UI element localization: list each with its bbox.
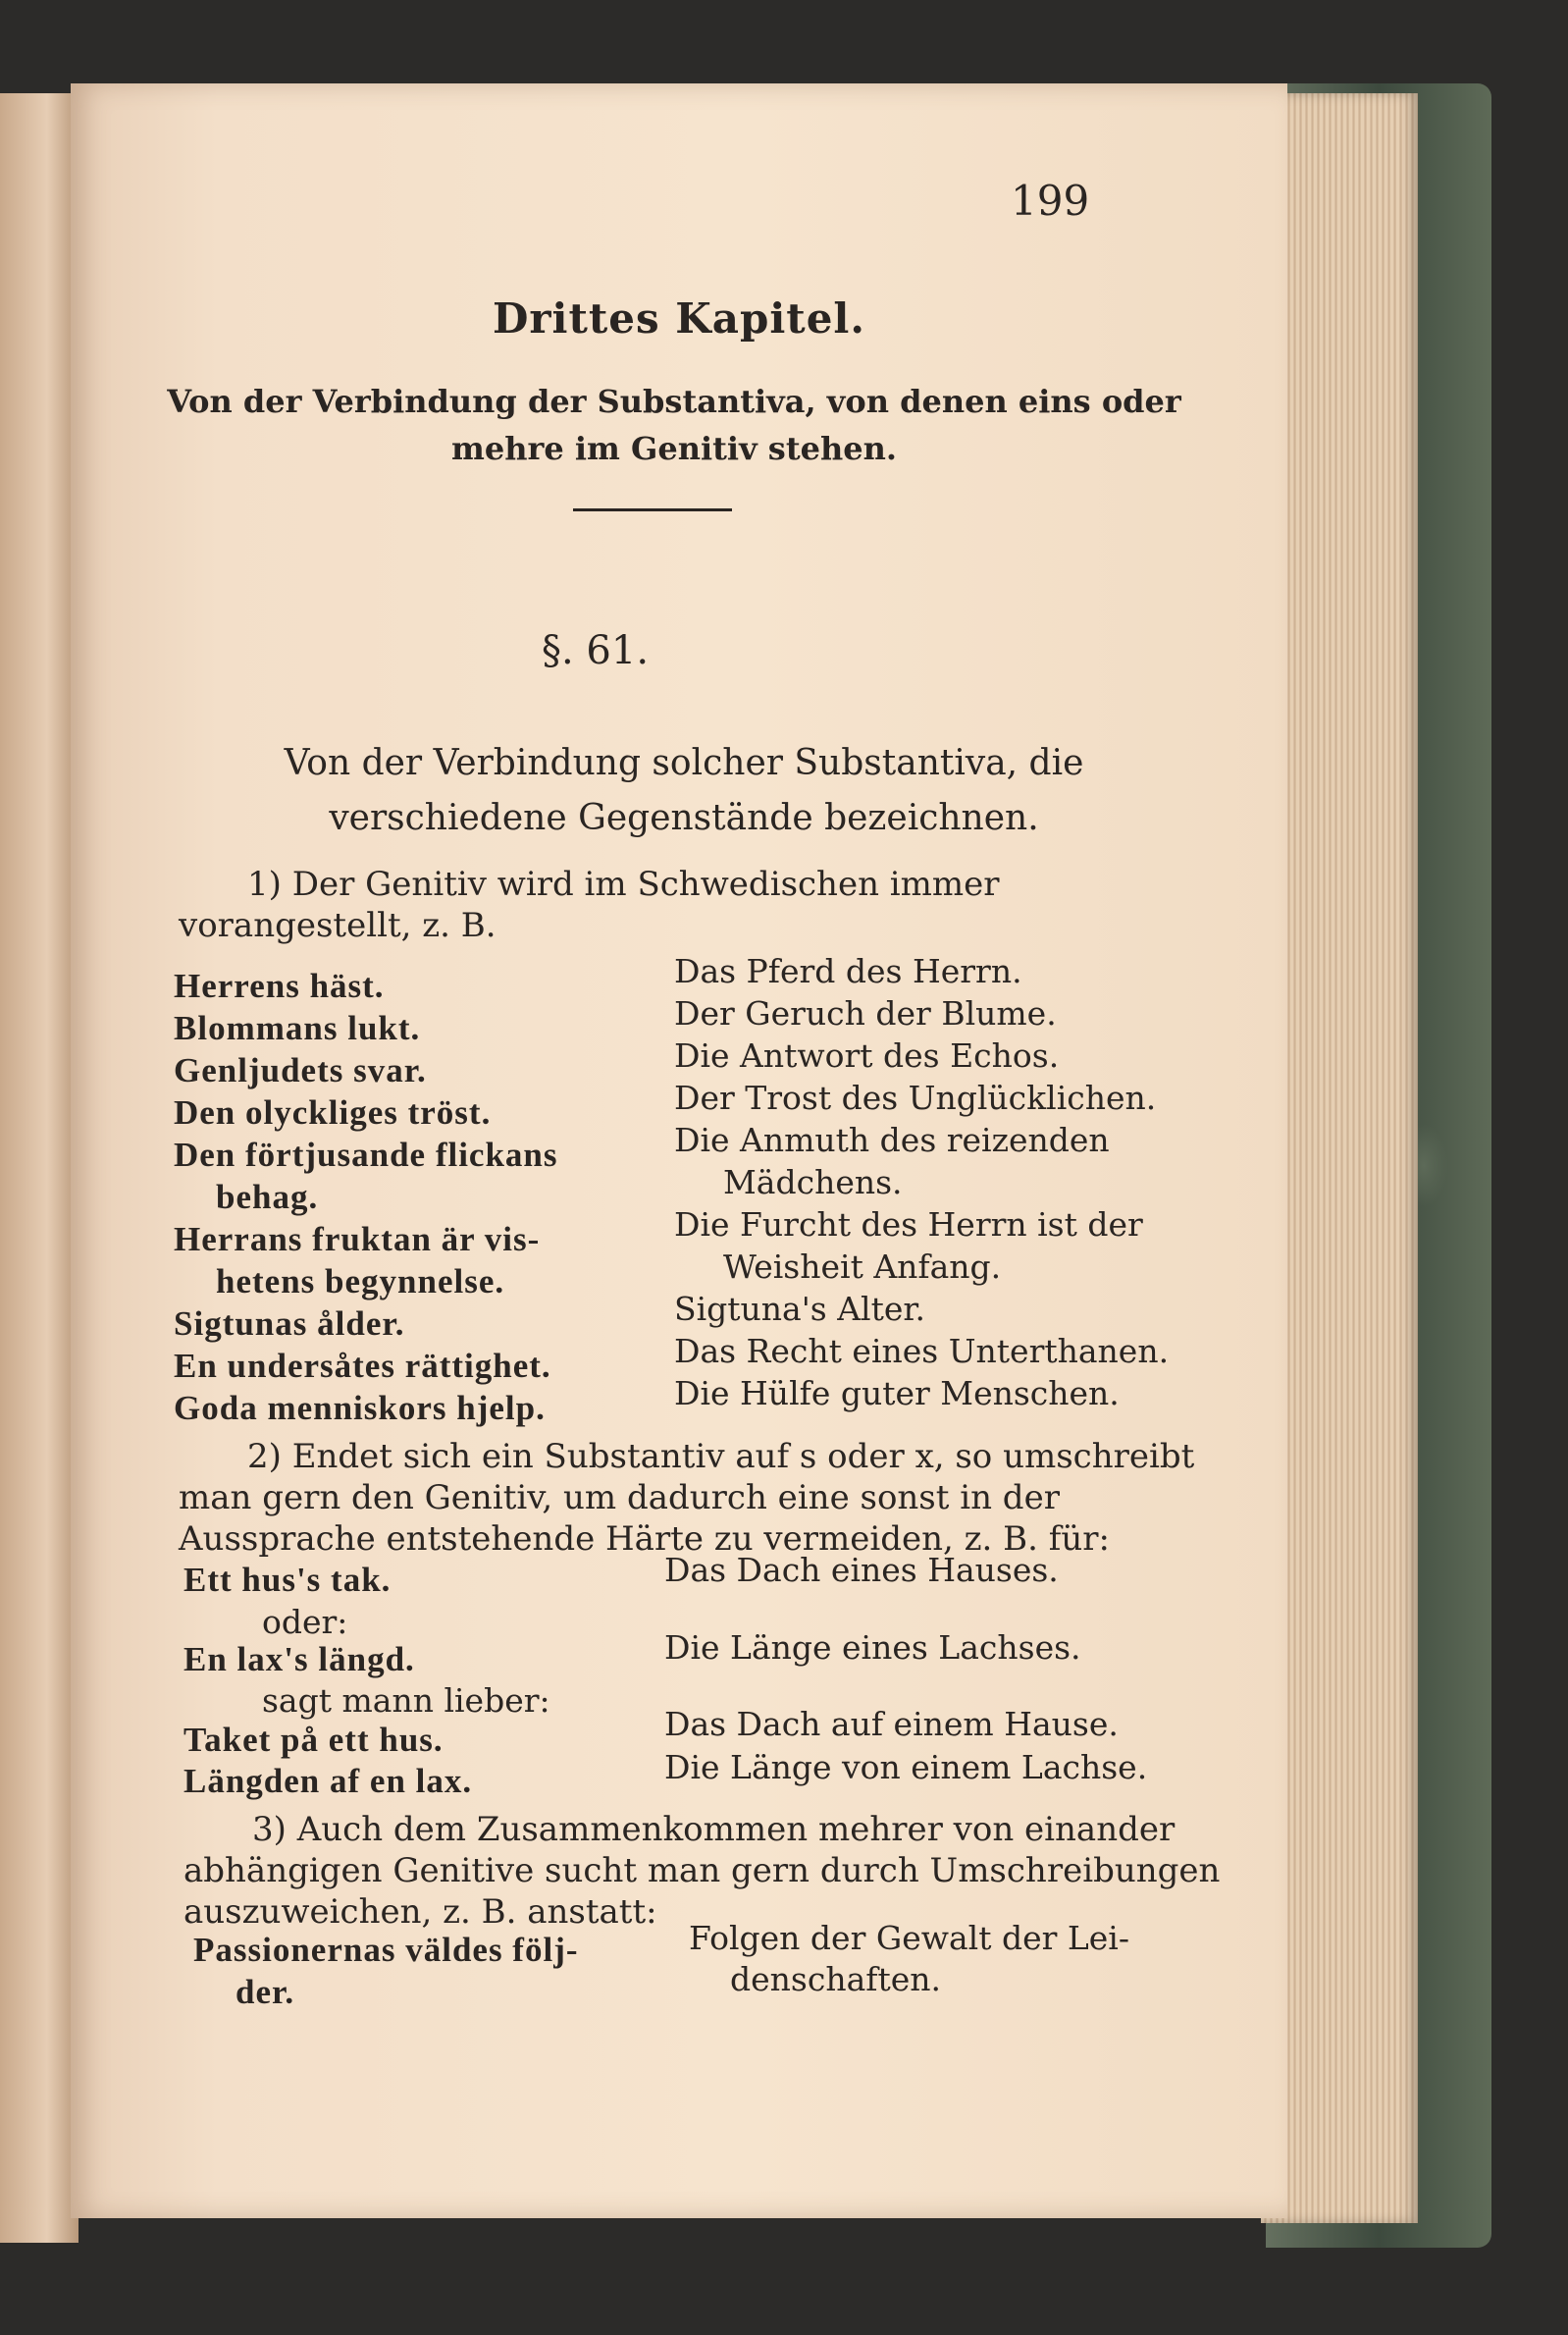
example-sv: Herrens häst. xyxy=(174,967,385,1005)
example-de: Das Pferd des Herrn. xyxy=(674,952,1022,990)
example-de: Der Geruch der Blume. xyxy=(674,994,1057,1033)
book-page xyxy=(71,83,1287,2218)
example-sv: hetens begynnelse. xyxy=(216,1262,505,1300)
example-sv: Längden af en lax. xyxy=(183,1762,473,1800)
example-de: Die Länge von einem Lachse. xyxy=(664,1748,1148,1786)
example-de: denschaften. xyxy=(730,1960,941,1998)
section-title: Von der Verbindung solcher Substantiva, die verschiedene Gegenstände bezeichnen. xyxy=(284,743,1084,838)
page-number: 199 xyxy=(1011,177,1090,225)
example-de: Die Hülfe guter Menschen. xyxy=(674,1374,1120,1412)
example-de: Die Anmuth des reizenden xyxy=(674,1121,1110,1159)
example-sv: Genljudets svar. xyxy=(174,1051,427,1089)
example-de: Sigtuna's Alter. xyxy=(674,1290,926,1328)
example-de: Der Trost des Unglücklichen. xyxy=(674,1079,1157,1117)
chapter-subtitle: Von der Verbindung der Substantiva, von denen eins oder mehre im Genitiv stehen. xyxy=(167,383,1181,467)
rule2-text: 2) Endet sich ein Substantiv auf s oder x, so umschreibt man gern den Genitiv, um dadurch eine sonst in der Aussprache entstehende Härte zu vermeiden, z. B. für: xyxy=(179,1437,1195,1559)
example-de: Folgen der Gewalt der Lei- xyxy=(689,1919,1130,1957)
example-sv: Den olyckliges tröst. xyxy=(174,1093,492,1132)
rule3-text: 3) Auch dem Zusammenkommen mehrer von einander abhängigen Genitive sucht man gern durch Umschreibungen auszuweichen, z. B. anstatt: xyxy=(183,1810,1221,1932)
rule1-intro: 1) Der Genitiv wird im Schwedischen immer vorangestellt, z. B. xyxy=(179,865,1000,945)
example-de: Weisheit Anfang. xyxy=(723,1247,1002,1286)
example-sv: En lax's längd. xyxy=(183,1640,415,1678)
example-de: Die Furcht des Herrn ist der xyxy=(674,1205,1143,1244)
example-sv: behag. xyxy=(216,1178,319,1216)
example-sv: Den förtjusande flickans xyxy=(174,1136,558,1174)
chapter-title: Drittes Kapitel. xyxy=(492,294,866,343)
example-sv: Goda menniskors hjelp. xyxy=(174,1389,546,1427)
example-de: Die Länge eines Lachses. xyxy=(664,1628,1081,1667)
example-sv: Blommans lukt. xyxy=(174,1009,421,1047)
previous-page-edge xyxy=(0,93,78,2243)
example-de: Die Antwort des Echos. xyxy=(674,1036,1060,1075)
example-sv: Herrans fruktan är vis- xyxy=(174,1220,541,1258)
oder-label: oder: xyxy=(262,1603,348,1641)
example-de: Mädchens. xyxy=(723,1163,903,1201)
example-sv: Sigtunas ålder. xyxy=(174,1304,405,1343)
example-sv: Taket på ett hus. xyxy=(183,1721,444,1759)
example-sv: der. xyxy=(235,1973,295,2011)
example-sv: Passionernas väldes följ- xyxy=(193,1931,579,1969)
example-de: Das Recht eines Unterthanen. xyxy=(674,1332,1170,1370)
divider-rule xyxy=(573,508,732,511)
sagt-mann-label: sagt mann lieber: xyxy=(262,1681,550,1720)
section-number: §. 61. xyxy=(542,628,650,673)
example-sv: En undersåtes rättighet. xyxy=(174,1347,551,1385)
example-sv: Ett hus's tak. xyxy=(183,1561,392,1599)
example-de: Das Dach auf einem Hause. xyxy=(664,1705,1119,1743)
example-de: Das Dach eines Hauses. xyxy=(664,1551,1059,1589)
